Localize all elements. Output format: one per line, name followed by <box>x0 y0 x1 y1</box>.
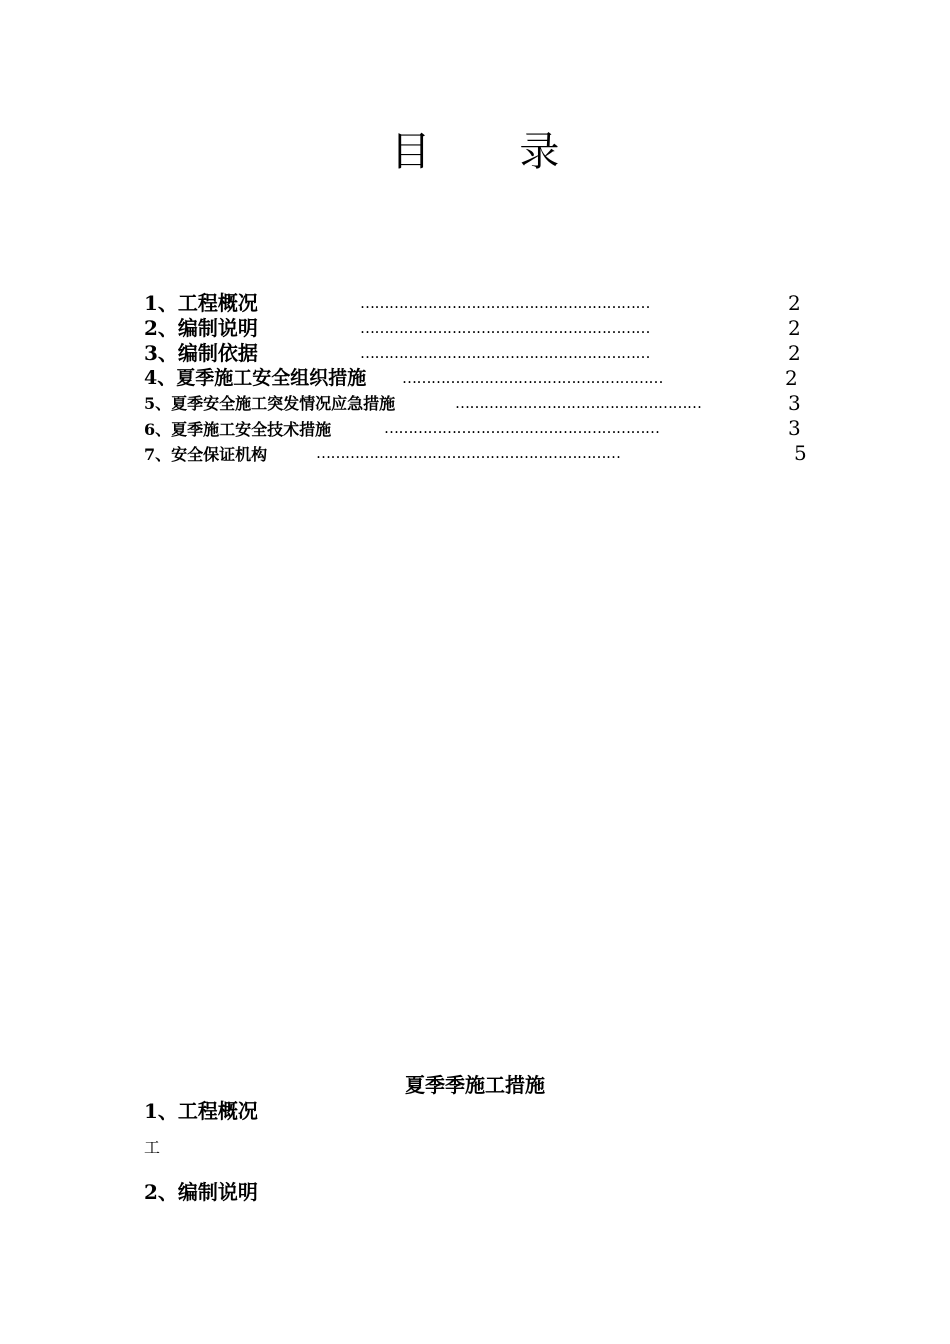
toc-entry[interactable] <box>144 419 331 441</box>
toc-entry-leader: …………………………………………………… <box>360 344 650 362</box>
toc-entry-label: 6、夏季施工安全技术措施 <box>144 420 332 439</box>
toc-entry-page: 2 <box>788 341 801 365</box>
section-paragraph: 工 <box>144 1138 161 1157</box>
toc-entry-label: 2、编制说明 <box>144 316 258 340</box>
section-heading-compilation-notes: 2、编制说明 <box>144 1180 258 1204</box>
toc-entry-page: 2 <box>788 316 801 340</box>
toc-entry-page: 2 <box>788 291 801 315</box>
toc-entry-label: 3、编制依据 <box>144 341 258 365</box>
toc-entry[interactable] <box>144 315 258 341</box>
toc-entry-page: 3 <box>788 391 801 415</box>
toc-entry-leader: …………………………………………………… <box>360 319 650 337</box>
toc-entry[interactable] <box>144 290 258 316</box>
toc-title: 目 录 <box>390 129 598 175</box>
toc-entry[interactable] <box>144 366 366 390</box>
toc-entry-label: 7、安全保证机构 <box>144 445 268 464</box>
toc-entry-page: 5 <box>794 441 807 465</box>
toc-entry-leader: ……………………………………………… <box>402 369 663 387</box>
toc-entry-leader: ……………………………………………………… <box>316 444 621 462</box>
toc-entry-label: 5、夏季安全施工突发情况应急措施 <box>144 394 396 413</box>
toc-entry-page: 2 <box>785 366 798 390</box>
toc-entry[interactable] <box>144 340 258 366</box>
toc-entry-leader: …………………………………………… <box>455 394 702 412</box>
toc-entry-page: 3 <box>788 416 801 440</box>
section-heading-project-overview: 1、工程概况 <box>144 1099 258 1123</box>
toc-entry-leader: ………………………………………………… <box>384 419 660 437</box>
toc-entry[interactable] <box>144 444 267 466</box>
document-title: 夏季季施工措施 <box>405 1073 545 1097</box>
toc-entry-label: 4、夏季施工安全组织措施 <box>144 367 367 389</box>
toc-entry-leader: …………………………………………………… <box>360 294 650 312</box>
toc-entry[interactable] <box>144 393 395 415</box>
toc-entry-label: 1、工程概况 <box>144 291 258 315</box>
